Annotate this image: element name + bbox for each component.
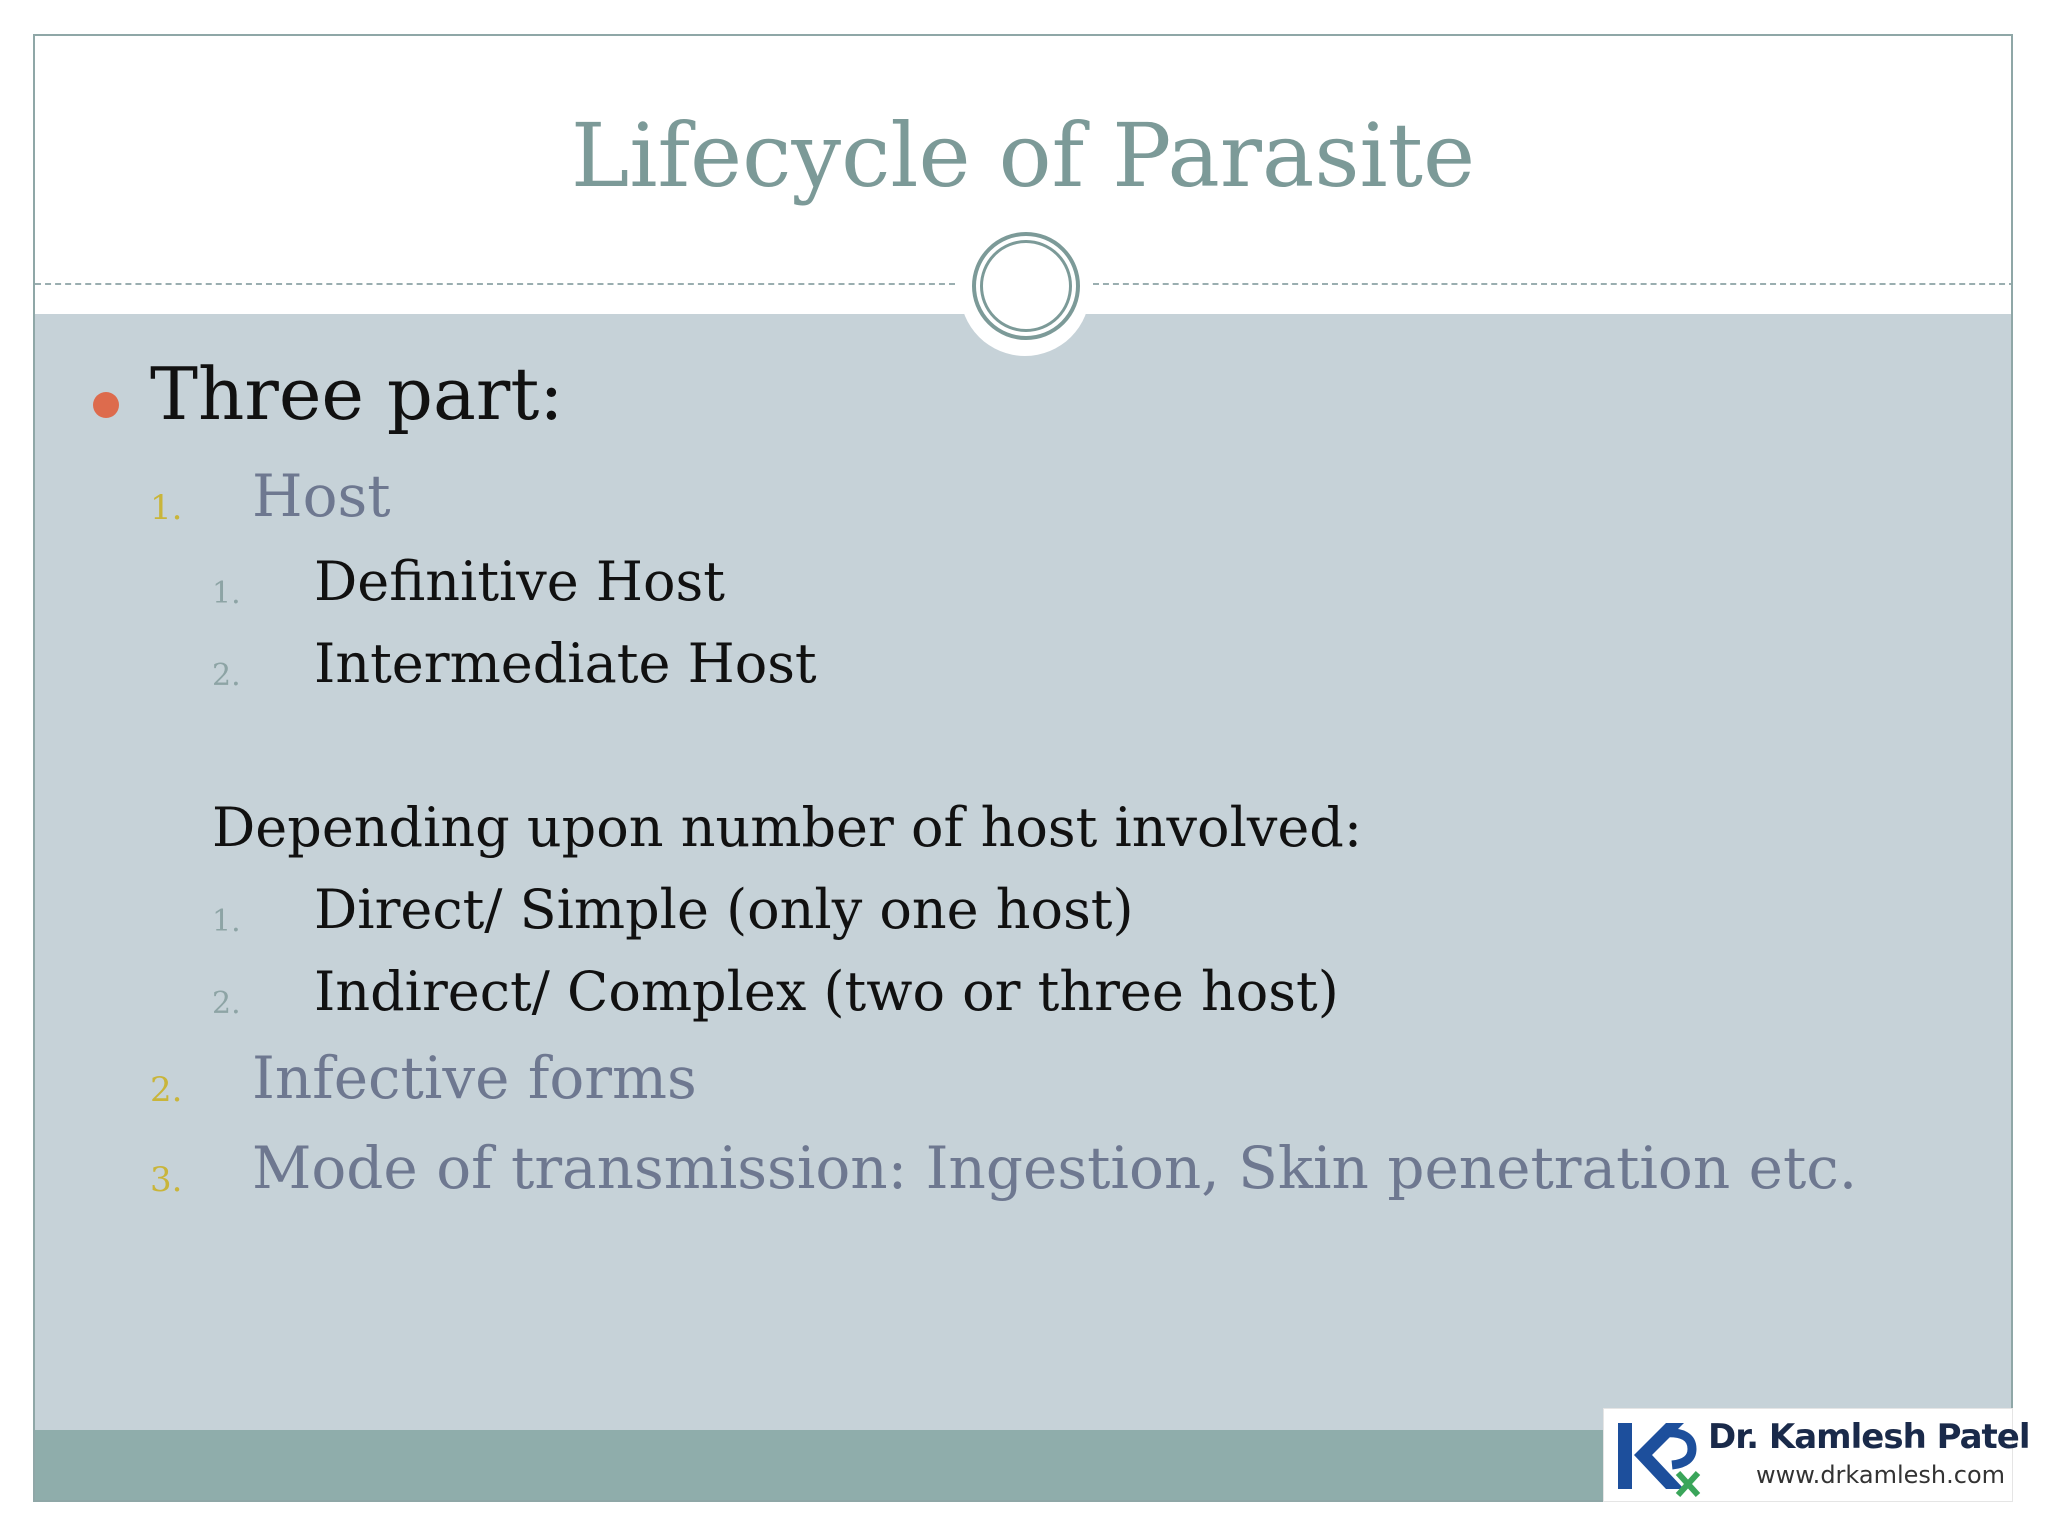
item-number: 2. (150, 1070, 183, 1110)
item-mode-of-transmission: Mode of transmission: Ingestion, Skin penetration etc. (252, 1134, 1858, 1202)
item-infective-forms: Infective forms (252, 1044, 697, 1112)
item-number: 1. (150, 488, 183, 528)
item-number: 3. (150, 1160, 183, 1200)
host-count-note: Depending upon number of host involved: (212, 796, 1363, 859)
divider-circle-inner-ring (980, 240, 1072, 332)
bullet-icon (93, 392, 119, 418)
sub-item-indirect-complex: Indirect/ Complex (two or three host) (314, 960, 1339, 1023)
logo-url: www.drkamlesh.com (1756, 1461, 2006, 1489)
sub-item-intermediate-host: Intermediate Host (314, 632, 817, 695)
kx-logo-icon (1614, 1415, 1704, 1497)
slide (33, 34, 2013, 1502)
sub-item-number: 1. (212, 576, 241, 611)
sub-item-number: 2. (212, 658, 241, 693)
brand-logo (1603, 1408, 2030, 1502)
sub-item-number: 2. (212, 986, 241, 1021)
slide-title: Lifecycle of Parasite (570, 104, 1476, 207)
sub-item-direct-simple: Direct/ Simple (only one host) (314, 878, 1134, 941)
divider-line-left (35, 283, 955, 285)
divider-line-right (1093, 283, 2013, 285)
bullet-heading: Three part: (150, 352, 564, 436)
logo-name: Dr. Kamlesh Patel (1708, 1417, 2030, 1457)
sub-item-number: 1. (212, 904, 241, 939)
sub-item-definitive-host: Definitive Host (314, 550, 725, 613)
item-host: Host (252, 462, 391, 530)
